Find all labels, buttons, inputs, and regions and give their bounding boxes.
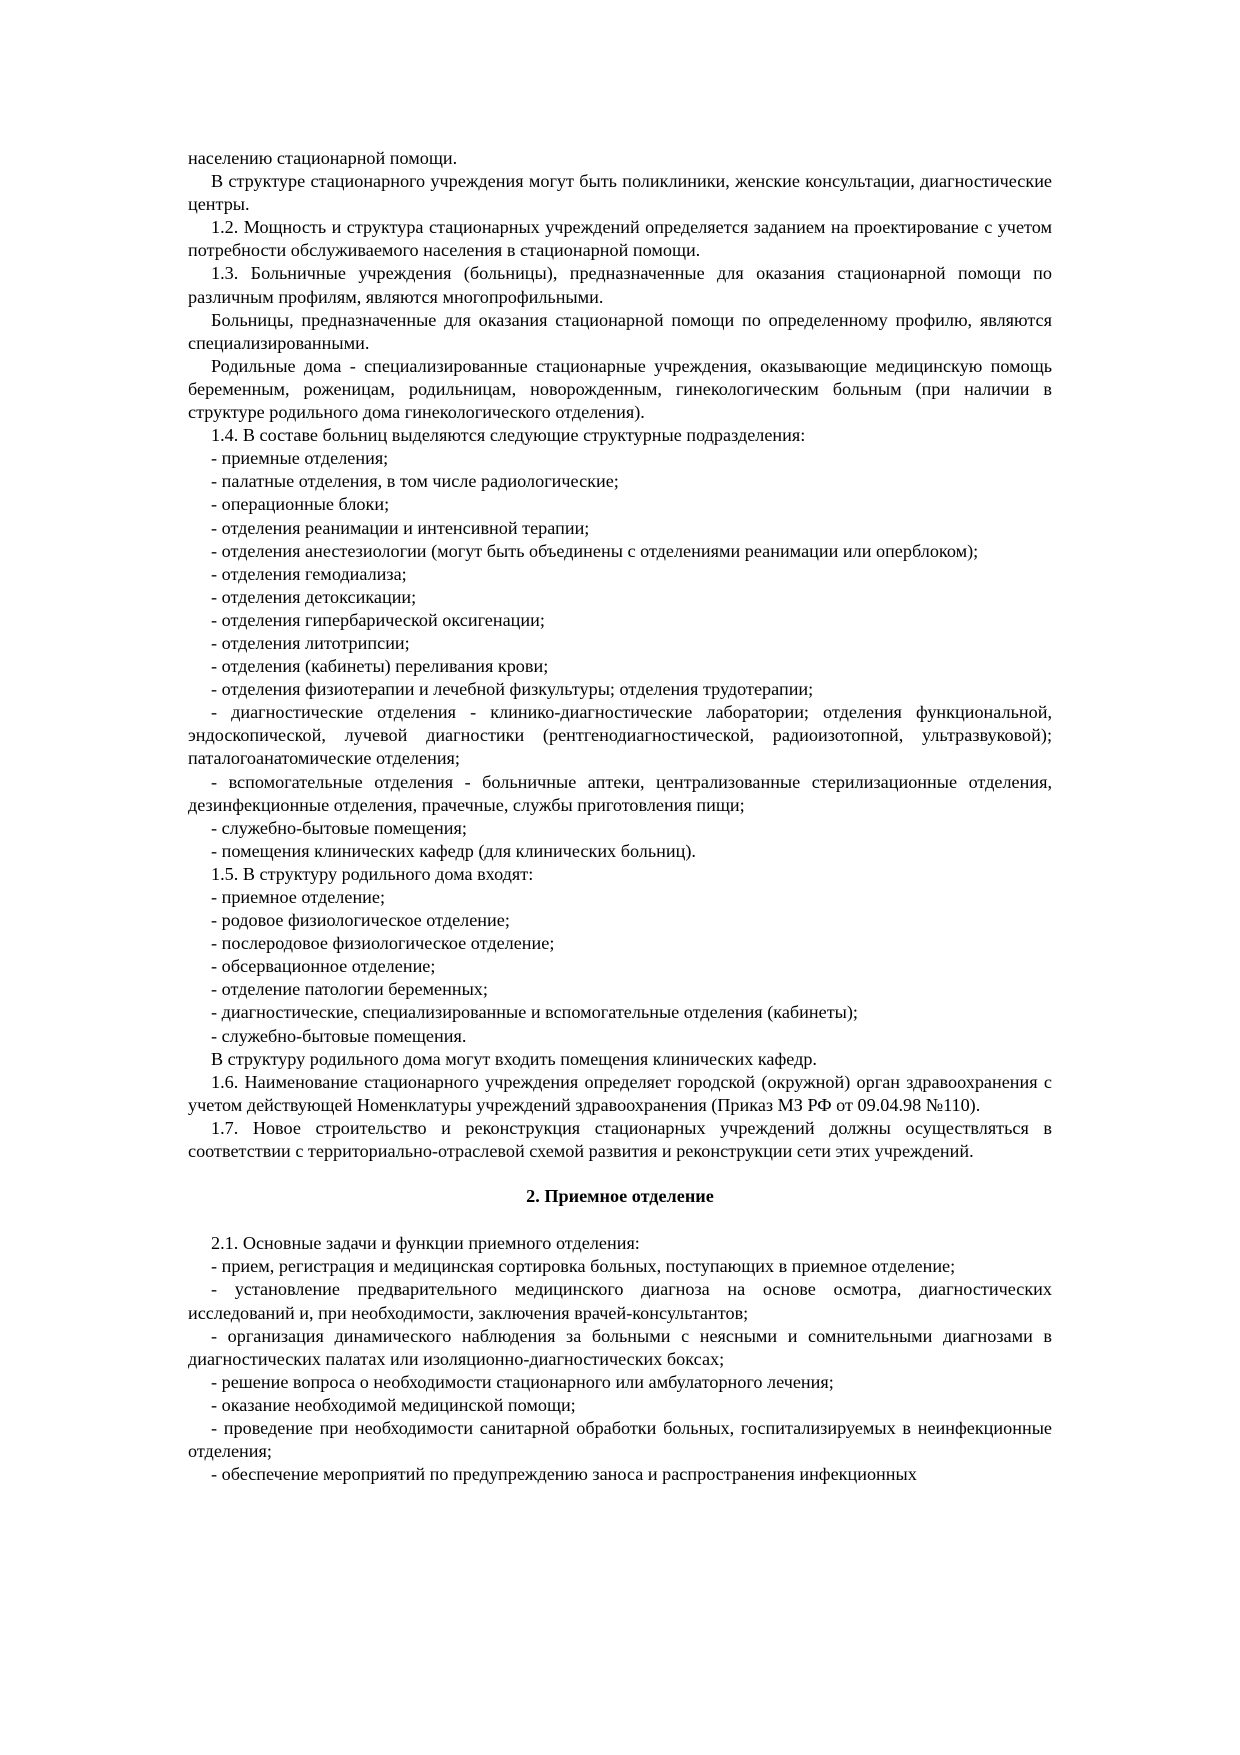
paragraph: В структуре стационарного учреждения могут быть поликлиники, женские консультации, диагностические центры. (188, 171, 1052, 215)
list-item: - диагностические, специализированные и вспомогательные отделения (кабинеты); (211, 1002, 858, 1023)
list-item: - диагностические отделения - клинико-диагностические лаборатории; отделения функциональной, эндоскопической, лучевой диагностики (рентгенодиагностической, радиоизотопной, ультразвуковой); паталогоанатомические отделения; (188, 702, 1052, 769)
list-item: - отделения литотрипсии; (211, 632, 410, 653)
paragraph: В структуру родильного дома могут входить помещения клинических кафедр. (211, 1048, 817, 1069)
paragraph: Родильные дома - специализированные стационарные учреждения, оказывающие медицинскую помощь беременным, роженицам, родильницам, новорожденным, гинекологическим больным (при наличии в структуре родильного дома гинекологического отделения). (188, 355, 1052, 423)
list-item: - служебно-бытовые помещения. (211, 1025, 467, 1046)
paragraph: 1.7. Новое строительство и реконструкция стационарных учреждений должны осуществляться в соответствии с территориально-отраслевой схемой развития и реконструкции сети этих учреждений. (188, 1117, 1052, 1162)
list-item: - оказание необходимой медицинской помощи; (211, 1394, 576, 1415)
list-item: - родовое физиологическое отделение; (211, 910, 510, 931)
list-item: - обсервационное отделение; (211, 956, 436, 977)
list-item: - приемное отделение; (211, 887, 386, 907)
list-item: - отделение патологии беременных; (211, 979, 488, 1000)
paragraph: 2.1. Основные задачи и функции приемного отделения: (211, 1233, 640, 1254)
list-item: - вспомогательные отделения - больничные аптеки, централизованные стерилизационные отделения, дезинфекционные отделения, прачечные, службы приготовления пищи; (188, 771, 1052, 815)
paragraph: 1.5. В структуру родильного дома входят: (211, 863, 534, 884)
paragraph: 1.3. Больничные учреждения (больницы), предназначенные для оказания стационарной помощи по различным профилям, являются многопрофильными. (188, 263, 1052, 307)
list-item: - отделения (кабинеты) переливания крови; (211, 656, 549, 677)
list-item: - отделения гипербарической оксигенации; (211, 609, 545, 630)
document-page (188, 147, 1052, 1486)
list-item: - установление предварительного медицинского диагноза на основе осмотра, диагностических исследований и, при необходимости, заключения врачей-консультантов; (188, 1279, 1052, 1323)
list-item: - организация динамического наблюдения за больными с неясными и сомнительными диагнозами в диагностических палатах или изоляционно-диагностических боксах; (188, 1325, 1052, 1369)
list-item: - проведение при необходимости санитарной обработки больных, госпитализируемых в неинфекционные отделения; (188, 1417, 1052, 1462)
list-item: - отделения анестезиологии (могут быть объединены с отделениями реанимации или оперблоком); (211, 540, 979, 561)
list-item: - отделения реанимации и интенсивной терапии; (211, 517, 590, 538)
paragraph: 1.4. В составе больниц выделяются следующие структурные подразделения: (211, 425, 806, 446)
section-heading: 2. Приемное отделение (526, 1186, 714, 1207)
paragraph: населению стационарной помощи. (188, 148, 458, 168)
list-item: - палатные отделения, в том числе радиологические; (211, 471, 619, 492)
list-item: - отделения физиотерапии и лечебной физкультуры; отделения трудотерапии; (211, 679, 814, 700)
paragraph: Больницы, предназначенные для оказания стационарной помощи по определенному профилю, являются специализированными. (188, 309, 1052, 353)
list-item: - приемные отделения; (211, 448, 389, 469)
list-item: - отделения гемодиализа; (211, 563, 407, 584)
list-item: - обеспечение мероприятий по предупреждению заноса и распространения инфекционных (211, 1464, 917, 1485)
paragraph: 1.2. Мощность и структура стационарных учреждений определяется заданием на проектирование с учетом потребности обслуживаемого населения в стационарной помощи. (188, 217, 1052, 261)
list-item: - помещения клинических кафедр (для клинических больниц). (211, 840, 696, 861)
list-item: - служебно-бытовые помещения; (211, 817, 467, 838)
list-item: - прием, регистрация и медицинская сортировка больных, поступающих в приемное отделение; (211, 1256, 956, 1277)
paragraph: 1.6. Наименование стационарного учреждения определяет городской (окружной) орган здравоохранения с учетом действующей Номенклатуры учреждений здравоохранения (Приказ МЗ РФ от 09.04.98 №110). (188, 1071, 1052, 1115)
list-item: - отделения детоксикации; (211, 586, 417, 607)
list-item: - послеродовое физиологическое отделение; (211, 933, 555, 954)
list-item: - операционные блоки; (211, 494, 390, 515)
list-item: - решение вопроса о необходимости стационарного или амбулаторного лечения; (211, 1371, 834, 1392)
